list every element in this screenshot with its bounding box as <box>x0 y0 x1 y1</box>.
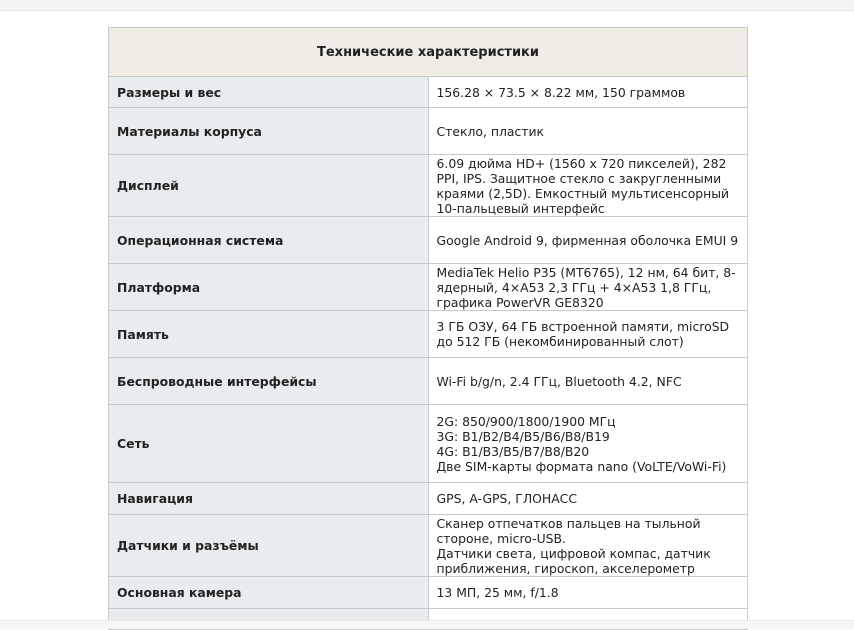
row-label: Беспроводные интерфейсы <box>109 358 429 405</box>
table-row <box>109 483 748 515</box>
table-row <box>109 108 748 155</box>
row-value <box>428 311 748 358</box>
value-line: GPS, A-GPS, ГЛОНАСС <box>436 491 577 506</box>
value-line: 2G: 850/900/1800/1900 МГц <box>436 413 616 429</box>
row-label: Датчики и разъёмы <box>109 515 429 577</box>
table-row <box>109 77 748 108</box>
table-header-row <box>109 28 748 77</box>
value-line: 13 МП, 25 мм, f/1.8 <box>436 585 559 600</box>
value-line: Датчики света, цифровой компас, датчик приближения, гироскоп, акселерометр <box>436 545 711 576</box>
value-line: 3 ГБ ОЗУ, 64 ГБ встроенной памяти, microSD до 512 ГБ (некомбинированный слот) <box>436 319 730 349</box>
row-label: Навигация <box>109 483 429 515</box>
row-label: Сеть <box>109 405 429 483</box>
row-value <box>428 217 748 264</box>
value-line: Google Android 9, фирменная оболочка EMUI 9 <box>436 232 739 248</box>
row-value <box>428 108 748 155</box>
table-row <box>109 264 748 311</box>
row-label: Платформа <box>109 264 429 311</box>
row-value <box>428 483 748 515</box>
table-row <box>109 515 748 577</box>
row-value <box>428 405 748 483</box>
table-row <box>109 358 748 405</box>
table-title: Технические характеристики <box>109 28 748 77</box>
browser-top-strip <box>0 0 854 11</box>
row-label: Дисплей <box>109 155 429 217</box>
row-value <box>428 155 748 217</box>
row-label: Размеры и вес <box>109 77 429 108</box>
row-label: Материалы корпуса <box>109 108 429 155</box>
value-line: 4G: B1/B3/B5/B7/B8/B20 <box>436 443 590 459</box>
value-line: Wi-Fi b/g/n, 2.4 ГГц, Bluetooth 4.2, NFC <box>436 373 682 389</box>
value-line: Сканер отпечатков пальцев на тыльной стороне, micro-USB. <box>436 515 701 546</box>
row-value <box>428 515 748 577</box>
table-row <box>109 155 748 217</box>
value-line: 3G: B1/B2/B4/B5/B6/B8/B19 <box>436 428 610 444</box>
row-label: Основная камера <box>109 577 429 609</box>
row-label: Операционная система <box>109 217 429 264</box>
table-row <box>109 577 748 609</box>
value-line: Стекло, пластик <box>436 123 545 139</box>
value-line: MediaTek Helio P35 (MT6765), 12 нм, 64 бит, 8-ядерный, 4×A53 2,3 ГГц + 4×A53 1,8 ГГц, графика PowerVR GE8320 <box>436 264 736 310</box>
table-row <box>109 405 748 483</box>
table-row <box>109 217 748 264</box>
value-line: Две SIM-карты формата nano (VoLTE/VoWi-Fi) <box>436 458 727 474</box>
row-value <box>428 264 748 311</box>
row-value <box>428 77 748 108</box>
row-value <box>428 358 748 405</box>
row-value <box>428 577 748 609</box>
row-label: Память <box>109 311 429 358</box>
spec-table <box>108 27 748 630</box>
value-line: 156.28 × 73.5 × 8.22 мм, 150 граммов <box>436 84 686 100</box>
table-row <box>109 311 748 358</box>
value-line: 6.09 дюйма HD+ (1560 x 720 пикселей), 282 PPI, IPS. Защитное стекло с закругленными краями (2,5D). Емкостный мультисенсорный 10-пальцевый интерфейс <box>436 155 730 216</box>
